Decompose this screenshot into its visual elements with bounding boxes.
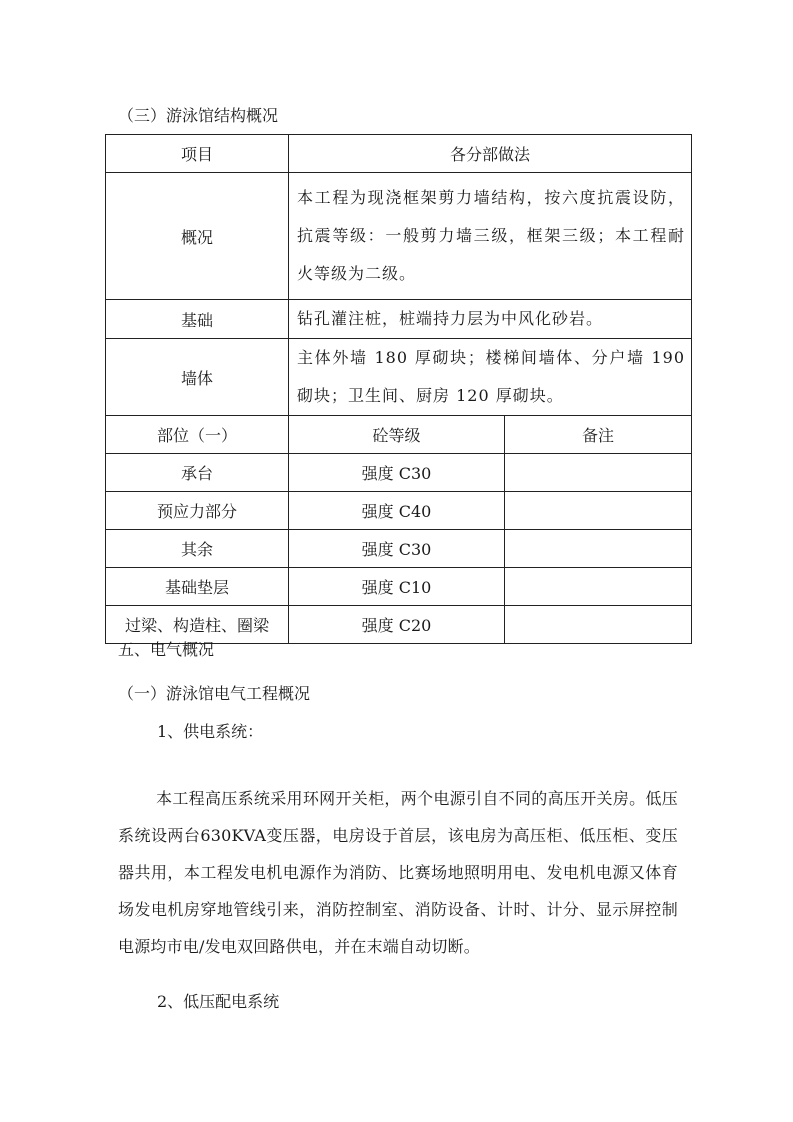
table-row: [106, 568, 692, 606]
structure-table: [105, 134, 692, 644]
item1-body-paragraph: 本工程高压系统采用环网开关柜，两个电源引自不同的高压开关房。低压系统设两台630KVA变压器，电房设于首层，该电房为高压柜、低压柜、变压器共用，本工程发电机电源作为消防、比赛场地照明用电、发电机电源又体育场发电机房穿地管线引来，消防控制室、消防设备、计时、计分、显示屏控制电源均市电/发电双回路供电，并在末端自动切断。: [118, 789, 678, 956]
grade-note-cell: [505, 568, 692, 606]
grade-part-cell: 其余: [106, 530, 289, 568]
table-row: [106, 454, 692, 492]
grade-note-cell: [505, 530, 692, 568]
subsection-title: （一）游泳馆电气工程概况: [118, 684, 311, 703]
grade-value-cell: 强度 C30: [289, 530, 505, 568]
grade-part-cell: 基础垫层: [106, 568, 289, 606]
table-header-row: [106, 135, 692, 173]
table-row: [106, 492, 692, 530]
grade-value-cell: 强度 C40: [289, 492, 505, 530]
grade-part-cell: 过梁、构造柱、圈梁: [106, 606, 289, 644]
grade-part-cell: 承台: [106, 454, 289, 492]
row-item-cell: 概况: [106, 173, 289, 300]
grade-note-cell: [505, 606, 692, 644]
grade-note-cell: [505, 454, 692, 492]
row-item-cell: 基础: [106, 300, 289, 339]
item1-title: 1、供电系统：: [157, 722, 264, 741]
row-method-cell: 本工程为现浇框架剪力墙结构，按六度抗震设防，抗震等级：一般剪力墙三级，框架三级；本工程耐火等级为二级。: [289, 173, 692, 300]
table-row: [106, 530, 692, 568]
grade-part-cell: 预应力部分: [106, 492, 289, 530]
grade-note-cell: [505, 492, 692, 530]
chapter-title: 五、电气概况: [118, 640, 215, 659]
grade-header-note: 备注: [505, 416, 692, 454]
grade-header-grade: 砼等级: [289, 416, 505, 454]
header-method-cell: 各分部做法: [289, 135, 692, 173]
table-row: [106, 300, 692, 339]
item2-title: 2、低压配电系统: [157, 992, 280, 1011]
grade-value-cell: 强度 C20: [289, 606, 505, 644]
grade-header-part: 部位（一）: [106, 416, 289, 454]
grade-value-cell: 强度 C30: [289, 454, 505, 492]
grade-value-cell: 强度 C10: [289, 568, 505, 606]
row-item-cell: 墙体: [106, 339, 289, 416]
row-method-cell: 主体外墙 180 厚砌块；楼梯间墙体、分户墙 190 砌块；卫生间、厨房 120 厚砌块。: [289, 339, 692, 416]
row-method-cell: 钻孔灌注桩，桩端持力层为中风化砂岩。: [289, 300, 692, 339]
grade-header-row: [106, 416, 692, 454]
table-row: [106, 173, 692, 300]
section-title: （三）游泳馆结构概况: [118, 106, 279, 125]
table-row: [106, 339, 692, 416]
header-item-cell: 项目: [106, 135, 289, 173]
